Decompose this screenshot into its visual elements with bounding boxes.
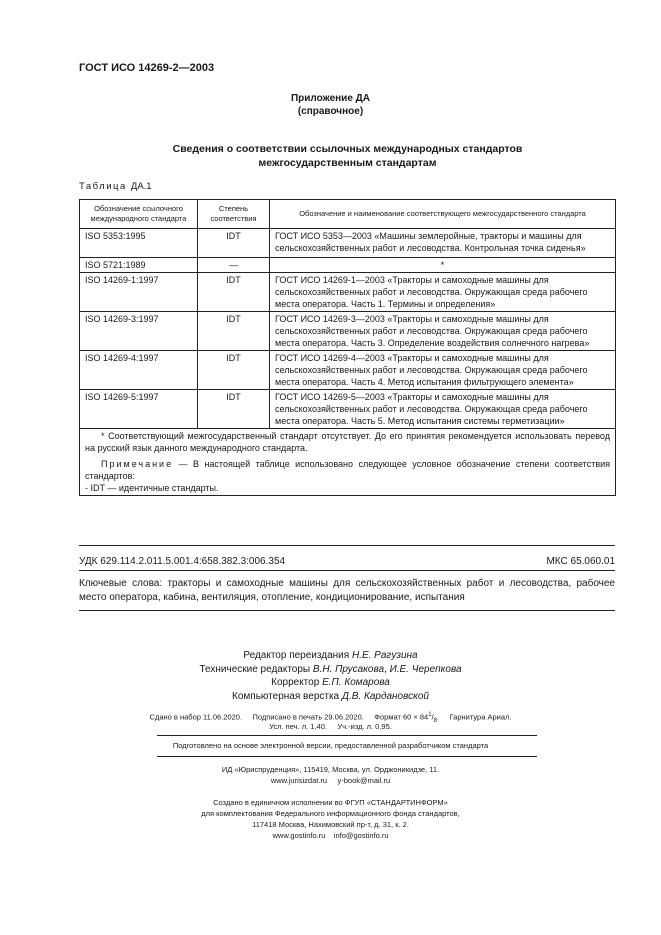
table-row — [80, 229, 616, 258]
divider-prepared — [157, 756, 537, 757]
divider-udk — [79, 570, 615, 571]
divider-print — [157, 735, 537, 736]
section-title-line1: Сведения о соответствии ссылочных международных стандартов — [172, 143, 523, 155]
note-label: Примечание — [101, 459, 174, 469]
credit-layout — [0, 690, 661, 704]
format-label: Формат 60 × 84 — [374, 712, 429, 722]
proof-name: Е.П. Комарова — [322, 677, 390, 688]
keywords: Ключевые слова: тракторы и самоходные машины для сельскохозяйственных работ и лесоводства, рабочее место оператора, кабина, вентиляция, отопление, кондиционирование, испытания — [79, 578, 615, 603]
publisher-contacts — [0, 775, 661, 786]
mks-code: МКС 65.060.01 — [546, 556, 615, 567]
table-caption — [79, 181, 152, 192]
print-info-line2 — [0, 721, 661, 732]
editor-role: Редактор переиздания — [243, 650, 350, 661]
row-ref: ISO 5353:1995 — [80, 229, 198, 258]
table-note — [85, 458, 610, 482]
layout-role: Компьютерная верстка — [232, 690, 340, 702]
proof-role: Корректор — [271, 677, 320, 688]
credit-editor — [0, 649, 661, 663]
created-line2: для комплектования Федерального информационного фонда стандартов, — [201, 809, 460, 818]
row-ref: ISO 14269-4:1997 — [80, 351, 198, 390]
row-ref: ISO 14269-1:1997 — [80, 273, 198, 312]
std-email: info@gostinfo.ru — [333, 831, 389, 840]
publisher-site: www.jurisizdat.ru — [270, 776, 328, 785]
divider-keywords — [79, 610, 615, 611]
sign-date: Подписано в печать 29.06.2020. — [252, 712, 364, 722]
row-degree: IDT — [198, 229, 270, 258]
note-item: - IDT — идентичные стандарты. — [85, 483, 219, 493]
table-notes — [80, 429, 616, 496]
annex-title: Приложение ДА — [290, 93, 371, 104]
credits-block — [0, 649, 661, 703]
row-standard-name: ГОСТ ИСО 5353—2003 «Машины землеройные, тракторы и машины для сельскохозяйственных работ и лесоводства. Контрольная точка сиденья» — [270, 229, 616, 258]
row-degree: IDT — [198, 312, 270, 351]
section-title-line2: межгосударственным стандартам — [258, 157, 437, 169]
annex-subtitle: (справочное) — [297, 106, 364, 117]
reference-table — [79, 199, 616, 496]
row-standard-name: ГОСТ ИСО 14269-5—2003 «Тракторы и самоходные машины для сельскохозяйственных работ и лесоводства. Окружающая среда рабочего места оператора. Часть 5. Метод испытания системы герметизации» — [270, 390, 616, 429]
standartinform-contacts — [0, 830, 661, 841]
row-standard-name: ГОСТ ИСО 14269-4—2003 «Тракторы и самоходные машины для сельскохозяйственных работ и лесоводства. Окружающая среда рабочего места оператора. Часть 4. Метод испытания фильтрующего элемента» — [270, 351, 616, 390]
table-footnote: * Соответствующий межгосударственный стандарт отсутствует. До его принятия рекомендуется использовать перевод на русский язык данного международного стандарта. — [85, 431, 610, 453]
row-standard-name: ГОСТ ИСО 14269-3—2003 «Тракторы и самоходные машины для сельскохозяйственных работ и лесоводства. Окружающая среда рабочего места оператора. Часть 3. Определение воздействия солнечного нагрева» — [270, 312, 616, 351]
row-degree: IDT — [198, 390, 270, 429]
tech-name-1: В.Н. Прусакова — [312, 663, 385, 675]
set-date: Сдано в набор 11.06.2020. — [149, 712, 243, 722]
editor-name: Н.Е. Рагузина — [351, 650, 418, 661]
table-row — [80, 312, 616, 351]
header-interstate-standard: Обозначение и наименование соответствующего межгосударственного стандарта — [270, 200, 616, 229]
format-frac-den: 8 — [433, 718, 438, 724]
section-title — [80, 142, 615, 170]
tech-name-2: И.Е. Черепкова — [389, 663, 462, 675]
document-code: ГОСТ ИСО 14269-2—2003 — [79, 62, 215, 74]
header-international-standard: Обозначение ссылочного международного стандарта — [80, 200, 198, 229]
table-notes-row — [80, 429, 616, 496]
row-degree: — — [198, 258, 270, 273]
table-row — [80, 258, 616, 273]
print-sheets: Усл. печ. л. 1,40. — [269, 722, 327, 731]
tech-role: Технические редакторы — [199, 663, 311, 675]
udk-code: УДК 629.114.2.011.5.001.4:658.382.3:006.354 — [79, 556, 286, 567]
row-ref: ISO 5721:1989 — [80, 258, 198, 273]
format-frac-num: 1 — [428, 712, 432, 718]
row-ref: ISO 14269-5:1997 — [80, 390, 198, 429]
table-row — [80, 390, 616, 429]
created-line1: Создано в единичном исполнении во ФГУП «СТАНДАРТИНФОРМ» — [213, 798, 448, 807]
divider-top — [79, 545, 615, 546]
prepared-note: Подготовлено на основе электронной версии, предоставленной разработчиком стандарта — [172, 741, 489, 750]
annex-heading — [0, 92, 661, 118]
credit-tech-editors: Технические редакторы В.Н. Прусакова, И.Е. Черепкова — [199, 663, 462, 675]
table-row — [80, 351, 616, 390]
created-line3: 117418 Москва, Нахимовский пр-т, д. 31, к. 2. — [252, 820, 409, 829]
table-row — [80, 273, 616, 312]
print-info-line1: Сдано в набор 11.06.2020. Подписано в печать 29.06.2020. Формат $60 \times 84^1/_8$. Гарнитура Ариал. — [149, 712, 512, 724]
typeface: Гарнитура Ариал. — [449, 712, 512, 722]
row-standard-name: * — [270, 258, 616, 273]
row-ref: ISO 14269-3:1997 — [80, 312, 198, 351]
publisher-address: ИД «Юриспруденция», 115419, Москва, ул. Орджоникидзе, 11. — [221, 765, 440, 774]
table-header-row — [80, 200, 616, 229]
credit-proofreader — [0, 676, 661, 690]
header-degree: Степень соответствия — [198, 200, 270, 229]
note-text: — В настоящей таблице использовано следующее условное обозначение степени соответствия стандартов: — [85, 459, 610, 481]
std-site: www.gostinfo.ru — [272, 831, 326, 840]
layout-name: Д.В. Кардановской — [341, 690, 429, 702]
publisher-email: y-book@mail.ru — [337, 776, 391, 785]
row-degree: IDT — [198, 351, 270, 390]
row-standard-name: ГОСТ ИСО 14269-1—2003 «Тракторы и самоходные машины для сельскохозяйственных работ и лесоводства. Окружающая среда рабочего места оператора. Часть 1. Термины и определения» — [270, 273, 616, 312]
pub-sheets: Уч.-изд. л. 0,95. — [337, 722, 392, 731]
table-caption-number: ДА.1 — [130, 181, 152, 192]
row-degree: IDT — [198, 273, 270, 312]
table-caption-word: Таблица — [79, 181, 127, 192]
